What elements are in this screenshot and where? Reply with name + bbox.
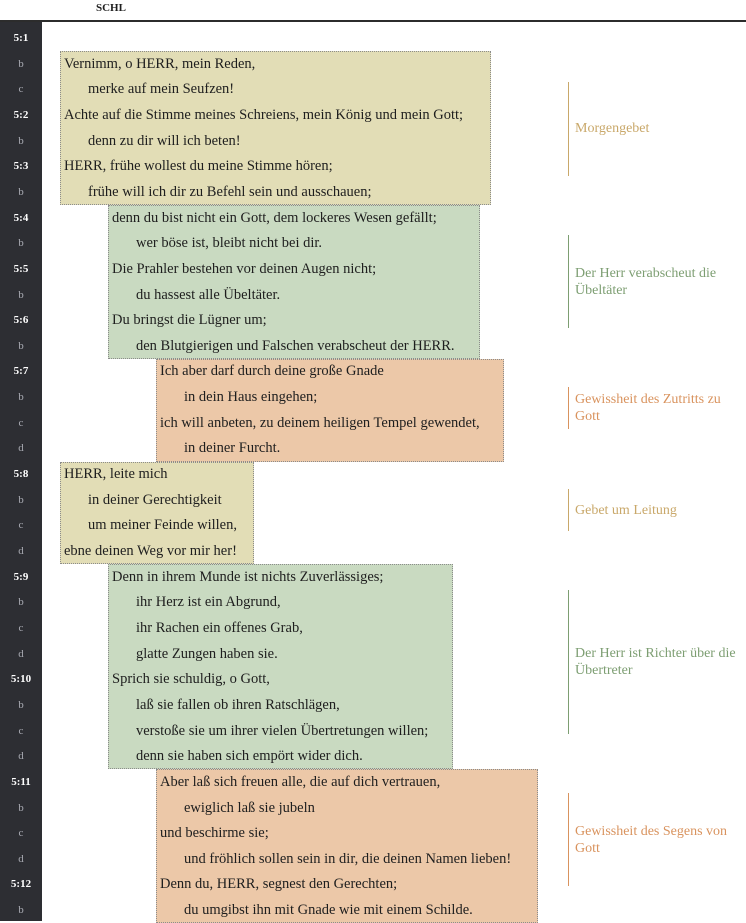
verse-line: Sprich sie schuldig, o Gott, xyxy=(112,671,270,688)
verse-line: denn du bist nicht ein Gott, dem lockeres Wesen gefällt; xyxy=(112,209,437,226)
verse-line: denn zu dir will ich beten! xyxy=(88,132,241,149)
verse-line: und beschirme sie; xyxy=(160,825,269,842)
verse-number: 5:5 xyxy=(13,262,29,275)
verse-number: c xyxy=(18,724,24,737)
section-bar xyxy=(568,387,569,429)
verse-line: Denn du, HERR, segnest den Gerechten; xyxy=(160,876,398,893)
verse-number: b xyxy=(18,134,24,147)
verse-number: 5:4 xyxy=(13,211,29,224)
verse-number: d xyxy=(18,545,24,557)
section-bar xyxy=(568,489,569,531)
verse-number: b xyxy=(18,904,24,917)
verse-line: verstoße sie um ihrer vielen Übertretungen willen; xyxy=(136,722,429,739)
verse-number: c xyxy=(18,827,24,840)
verse-line: ebne deinen Weg vor mir her! xyxy=(64,543,237,559)
verse-number: b xyxy=(18,698,24,711)
verse-line: in dein Haus eingehen; xyxy=(184,389,318,406)
section-bar xyxy=(568,82,569,176)
section-bar xyxy=(568,793,569,886)
verse-number: d xyxy=(18,442,24,455)
verse-number: 5:2 xyxy=(13,108,29,121)
verse-line: wer böse ist, bleibt nicht bei dir. xyxy=(136,235,323,252)
verse-number: c xyxy=(18,519,24,532)
passage-block-orange xyxy=(156,769,538,923)
verse-number: c xyxy=(18,416,24,429)
verse-line: um meiner Feinde willen, xyxy=(88,517,237,534)
translation-label: SCHL xyxy=(96,2,126,14)
verse-line: ihr Herz ist ein Abgrund, xyxy=(136,594,281,611)
verse-line: Aber laß sich freuen alle, die auf dich vertrauen, xyxy=(160,773,441,790)
verse-number: b xyxy=(18,391,24,404)
verse-line: in deiner Gerechtigkeit xyxy=(88,491,222,508)
verse-line: Achte auf die Stimme meines Schreiens, mein König und mein Gott; xyxy=(64,106,464,123)
verse-number: 5:10 xyxy=(10,673,32,686)
verse-number: b xyxy=(18,801,24,814)
verse-line: frühe will ich dir zu Befehl sein und ausschauen; xyxy=(88,183,372,200)
section-title: Morgengebet xyxy=(575,121,650,136)
verse-line: Ich aber darf durch deine große Gnade xyxy=(160,363,384,380)
section-bar xyxy=(568,235,569,328)
verse-number: d xyxy=(18,852,24,865)
verse-number: 5:7 xyxy=(13,365,29,378)
verse-line: HERR, leite mich xyxy=(64,466,168,483)
verse-number: b xyxy=(18,339,24,352)
verse-line: du hassest alle Übeltäter. xyxy=(136,286,281,303)
section-bar xyxy=(568,590,569,734)
section-title: Der Herr ist Richter über die Übertreter xyxy=(575,646,736,678)
verse-line: Du bringst die Lügner um; xyxy=(112,312,267,329)
header xyxy=(0,0,746,22)
verse-number: b xyxy=(18,288,24,301)
verse-line: Denn in ihrem Munde ist nichts Zuverlässiges; xyxy=(112,568,384,585)
section-title: Gewissheit des Segens von Gott xyxy=(575,824,728,856)
verse-number: 5:12 xyxy=(10,878,32,891)
verse-line: glatte Zungen haben sie. xyxy=(136,645,278,662)
verse-line: denn sie haben sich empört wider dich. xyxy=(136,748,363,765)
verse-number: 5:11 xyxy=(11,775,31,788)
verse-number: d xyxy=(18,750,24,763)
verse-line: Die Prahler bestehen vor deinen Augen nicht; xyxy=(112,260,377,277)
verse-number: c xyxy=(18,83,24,96)
section-title: Gewissheit des Zutritts zu Gott xyxy=(575,392,721,424)
verse-number: 5:9 xyxy=(13,570,29,583)
section-title: Der Herr verabscheut die Übeltäter xyxy=(575,266,717,298)
verse-line: in deiner Furcht. xyxy=(184,440,281,457)
verse-gutter xyxy=(0,22,42,921)
verse-number: 5:1 xyxy=(13,32,29,44)
verse-line: merke auf mein Seufzen! xyxy=(88,81,235,98)
verse-line: und fröhlich sollen sein in dir, die deinen Namen lieben! xyxy=(184,850,512,867)
section-title: Gebet um Leitung xyxy=(575,503,677,518)
verse-line: Vernimm, o HERR, mein Reden, xyxy=(64,55,256,72)
verse-number: 5:8 xyxy=(13,468,29,481)
verse-number: 5:6 xyxy=(13,314,29,327)
verse-number: b xyxy=(18,185,24,198)
verse-line: ihr Rachen ein offenes Grab, xyxy=(136,619,303,636)
verse-line: den Blutgierigen und Falschen verabscheut der HERR. xyxy=(136,337,455,354)
verse-line: laß sie fallen ob ihren Ratschlägen, xyxy=(136,696,340,713)
verse-number: b xyxy=(18,596,24,609)
verse-number: b xyxy=(18,237,24,250)
verse-line: ich will anbeten, zu deinem heiligen Tempel gewendet, xyxy=(160,414,480,431)
verse-number: c xyxy=(18,621,24,634)
verse-line: ewiglich laß sie jubeln xyxy=(184,799,315,816)
verse-line: HERR, frühe wollest du meine Stimme hören; xyxy=(64,158,333,175)
verse-number: b xyxy=(18,493,24,506)
verse-number: b xyxy=(18,57,24,70)
verse-number: d xyxy=(18,647,24,660)
verse-number: 5:3 xyxy=(13,160,29,173)
verse-line: du umgibst ihn mit Gnade wie mit einem Schilde. xyxy=(184,902,473,919)
